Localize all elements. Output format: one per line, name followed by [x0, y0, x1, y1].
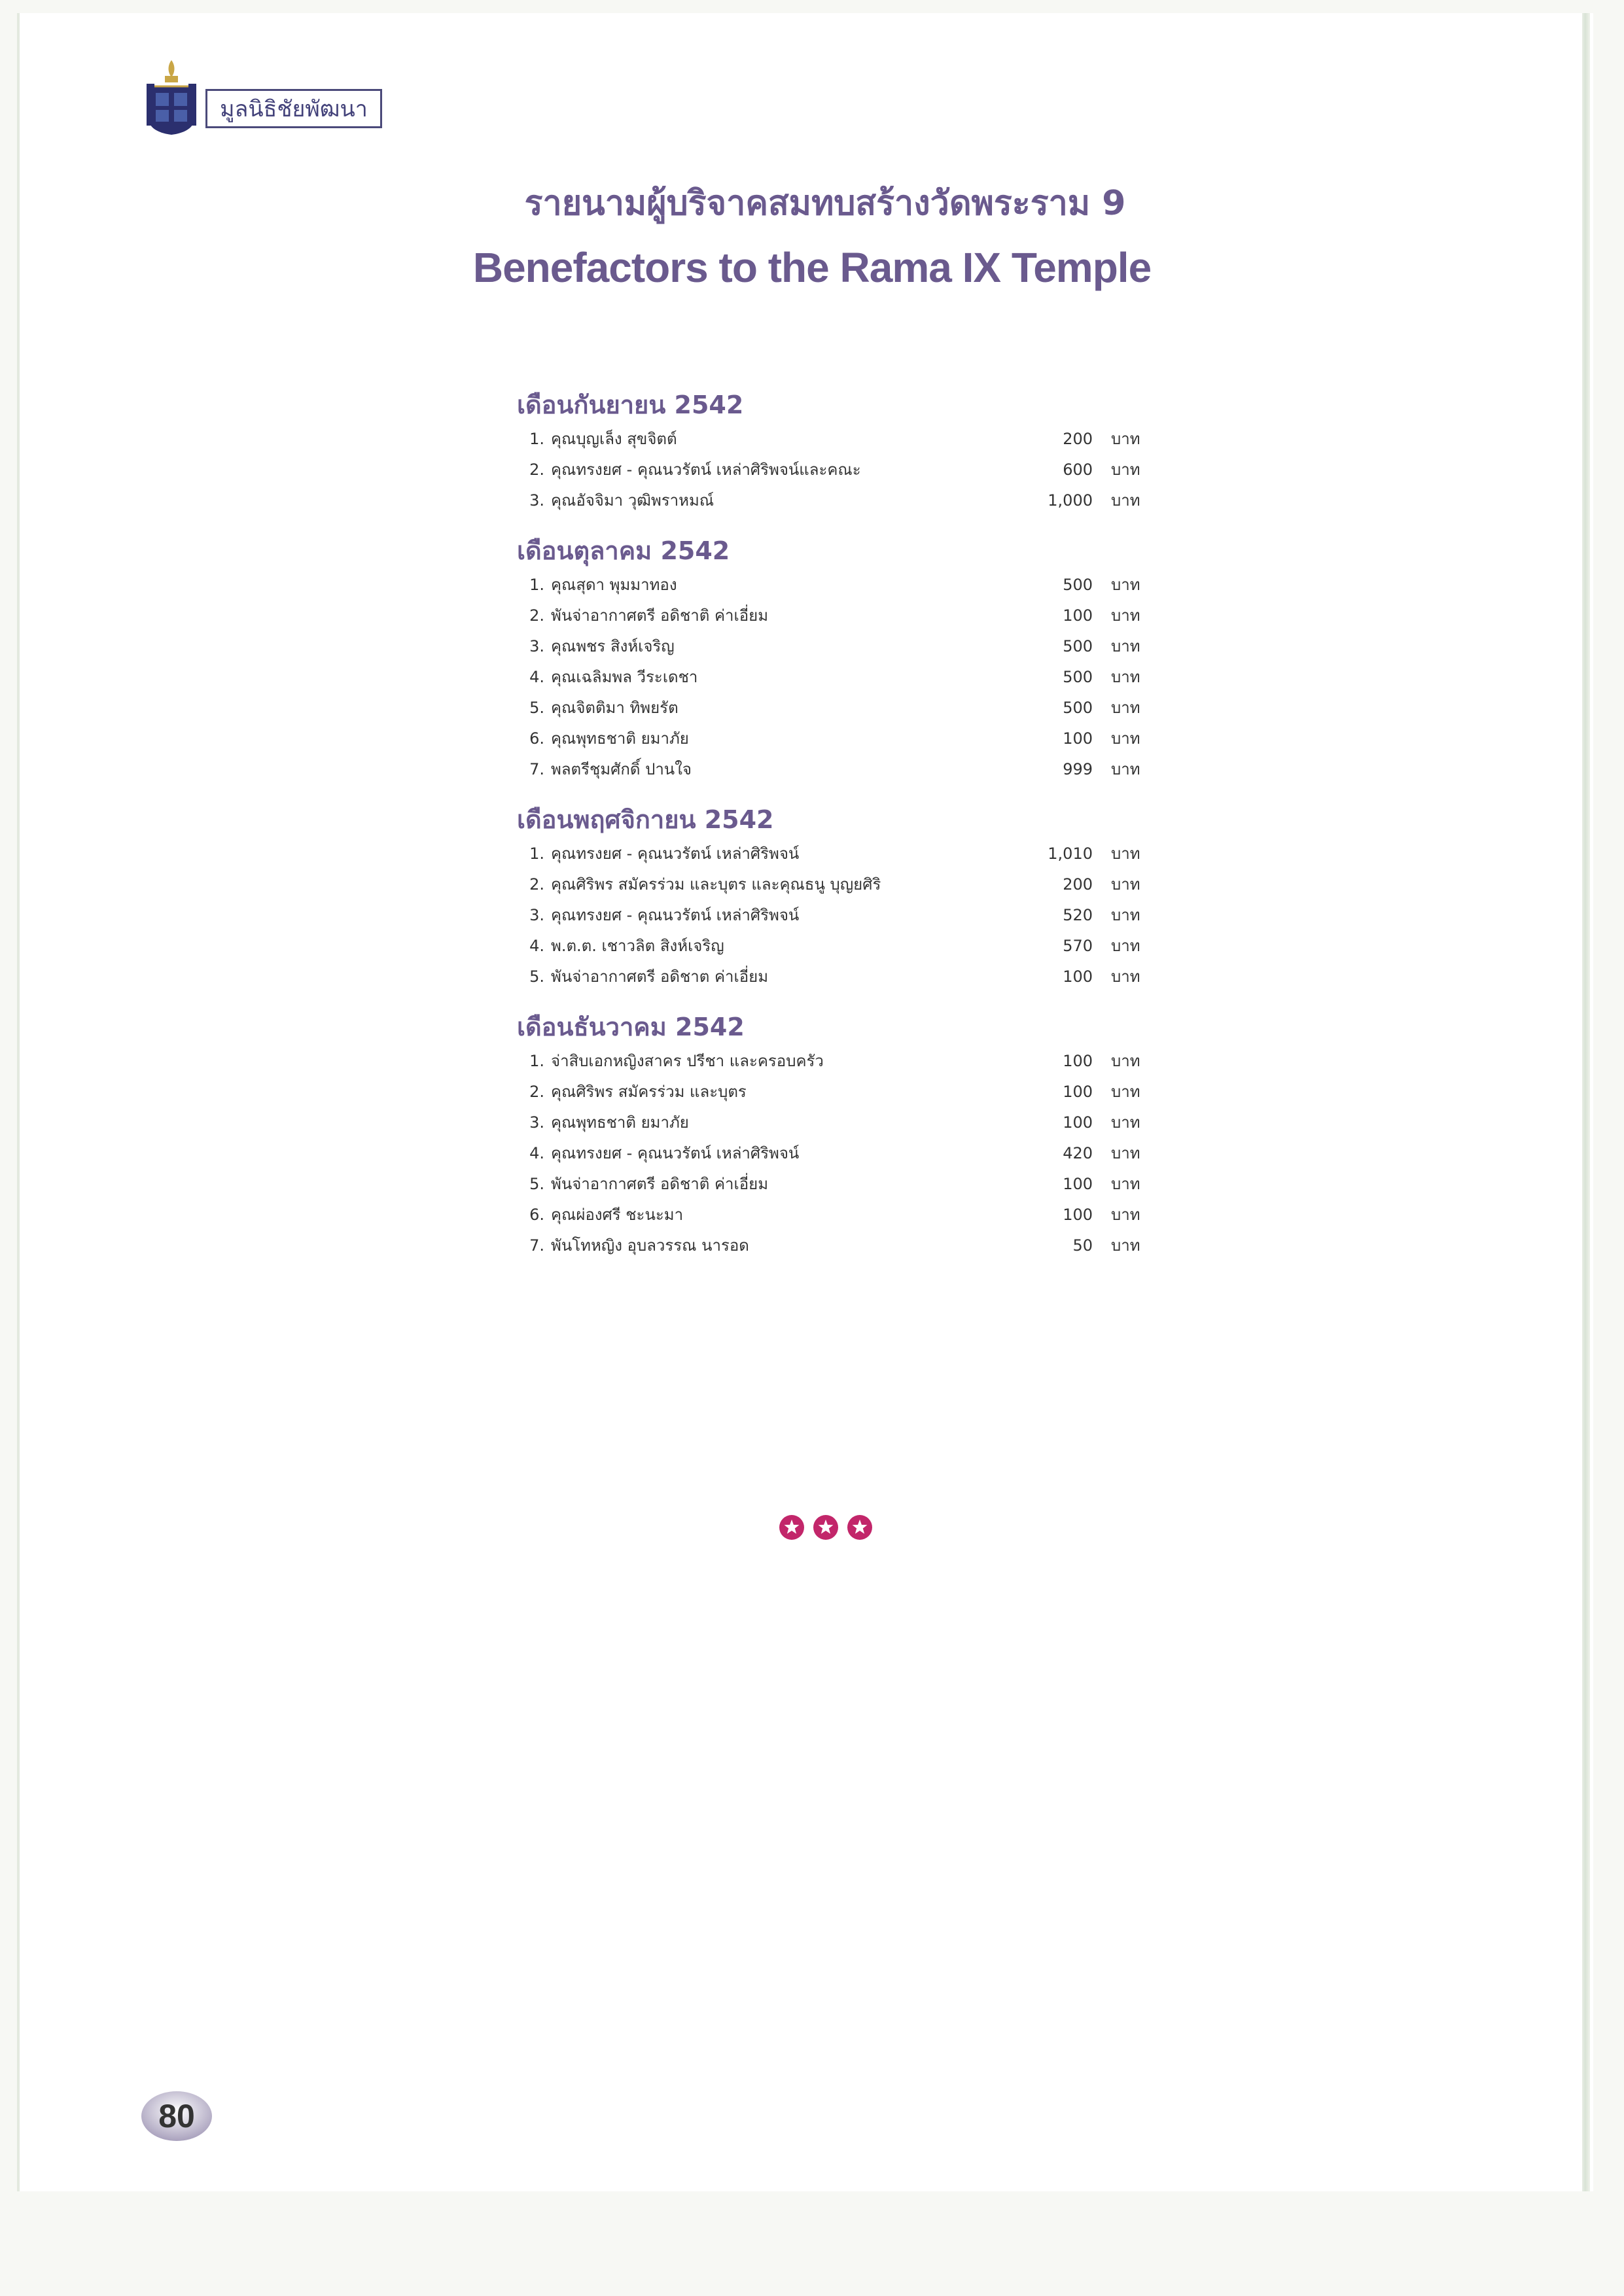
donor-number: 6. [529, 729, 544, 748]
currency-unit: บาท [1111, 1144, 1140, 1162]
donor-number: 4. [529, 668, 544, 686]
donation-amount: 1,000 [1048, 491, 1093, 510]
currency-unit: บาท [1111, 875, 1140, 894]
donor-row [517, 1200, 1171, 1230]
donor-number: 2. [529, 1083, 544, 1101]
donor-number: 1. [529, 576, 544, 594]
donor-name: คุณพชร สิงห์เจริญ [551, 637, 675, 655]
donor-row [517, 1169, 1171, 1200]
donor-number: 4. [529, 937, 544, 955]
currency-unit: บาท [1111, 1206, 1140, 1224]
currency-unit: บาท [1111, 637, 1140, 655]
donor-number: 3. [529, 491, 544, 510]
donor-name: พลตรีชุมศักดิ์ ปานใจ [551, 760, 692, 778]
currency-unit: บาท [1111, 760, 1140, 778]
donor-name: คุณทรงยศ - คุณนวรัตน์ เหล่าศิริพจน์และคณะ [551, 461, 861, 479]
donation-amount: 999 [1063, 760, 1093, 778]
currency-unit: บาท [1111, 844, 1140, 863]
donor-number: 5. [529, 699, 544, 717]
donor-name: คุณทรงยศ - คุณนวรัตน์ เหล่าศิริพจน์ [551, 844, 800, 863]
donation-amount: 100 [1063, 1206, 1093, 1224]
donor-number: 2. [529, 875, 544, 894]
month-section [517, 801, 1171, 992]
donor-name: คุณศิริพร สมัครร่วม และบุตร และคุณธนู บุญยศิริ [551, 875, 881, 894]
foundation-emblem-icon [145, 58, 198, 136]
currency-unit: บาท [1111, 906, 1140, 924]
donation-amount: 600 [1063, 461, 1093, 479]
month-heading: เดือนธันวาคม 2542 [517, 1013, 745, 1041]
currency-unit: บาท [1111, 606, 1140, 625]
page-title-english: Benefactors to the Rama IX Temple [472, 244, 1152, 291]
currency-unit: บาท [1111, 1236, 1140, 1255]
donor-row [517, 931, 1171, 962]
donor-row [517, 424, 1171, 455]
donor-row [517, 754, 1171, 785]
donor-name: คุณทรงยศ - คุณนวรัตน์ เหล่าศิริพจน์ [551, 906, 800, 924]
page-title-thai: รายนามผู้บริจาคสมทบสร้างวัดพระราม 9 [524, 184, 1126, 223]
page-number-badge [140, 2090, 213, 2142]
currency-unit: บาท [1111, 967, 1140, 986]
donation-amount: 100 [1063, 1083, 1093, 1101]
donor-row [517, 1077, 1171, 1107]
month-section [517, 386, 1171, 516]
donor-name: คุณสุดา พุมมาทอง [551, 576, 677, 594]
donor-name: พันจ่าอากาศตรี อดิชาต ค่าเอี่ยม [551, 967, 769, 986]
donor-number: 3. [529, 1113, 544, 1132]
header-logo [145, 58, 394, 136]
donation-amount: 200 [1063, 430, 1093, 448]
donor-row [517, 1046, 1171, 1077]
donation-amount: 50 [1072, 1236, 1093, 1255]
donor-number: 3. [529, 906, 544, 924]
donation-amount: 570 [1063, 937, 1093, 955]
donor-name: พันจ่าอากาศตรี อดิชาติ ค่าเอี่ยม [551, 1175, 769, 1193]
donor-name: คุณทรงยศ - คุณนวรัตน์ เหล่าศิริพจน์ [551, 1144, 800, 1162]
month-heading: เดือนพฤศจิกายน 2542 [517, 805, 774, 834]
donation-amount: 500 [1063, 699, 1093, 717]
donor-number: 2. [529, 461, 544, 479]
donor-number: 5. [529, 1175, 544, 1193]
donor-row [517, 631, 1171, 662]
donor-row [517, 570, 1171, 600]
donor-name: คุณบุญเล็ง สุขจิตต์ [551, 430, 677, 448]
page-edge-right [1582, 13, 1590, 2191]
donation-amount: 500 [1063, 576, 1093, 594]
donation-amount: 520 [1063, 906, 1093, 924]
donor-name: คุณศิริพร สมัครร่วม และบุตร [551, 1083, 747, 1101]
donor-number: 1. [529, 430, 544, 448]
donation-amount: 500 [1063, 637, 1093, 655]
currency-unit: บาท [1111, 1052, 1140, 1070]
star-ornament-icon [773, 1511, 878, 1544]
currency-unit: บาท [1111, 1175, 1140, 1193]
donor-name: คุณอัจจิมา วุฒิพราหมณ์ [551, 491, 715, 510]
donation-amount: 420 [1063, 1144, 1093, 1162]
currency-unit: บาท [1111, 576, 1140, 594]
donor-row [517, 1138, 1171, 1169]
donation-amount: 200 [1063, 875, 1093, 894]
donor-list [517, 386, 1171, 1277]
donation-amount: 1,010 [1048, 844, 1093, 863]
donation-amount: 100 [1063, 1175, 1093, 1193]
donor-row [517, 1107, 1171, 1138]
donor-name: พันจ่าอากาศตรี อดิชาติ ค่าเอี่ยม [551, 606, 769, 625]
donation-amount: 100 [1063, 1113, 1093, 1132]
currency-unit: บาท [1111, 699, 1140, 717]
donor-number: 4. [529, 1144, 544, 1162]
donor-row [517, 869, 1171, 900]
donor-number: 2. [529, 606, 544, 625]
donation-amount: 100 [1063, 606, 1093, 625]
donor-row [517, 485, 1171, 516]
donor-name: คุณจิตติมา ทิพยรัต [551, 699, 679, 717]
donor-name: คุณพุทธชาติ ยมาภัย [551, 729, 689, 748]
month-heading: เดือนตุลาคม 2542 [517, 536, 730, 565]
donor-number: 7. [529, 760, 544, 778]
currency-unit: บาท [1111, 1113, 1140, 1132]
month-section [517, 1008, 1171, 1261]
foundation-name: มูลนิธิชัยพัฒนา [205, 89, 382, 128]
currency-unit: บาท [1111, 461, 1140, 479]
donor-number: 5. [529, 967, 544, 986]
donation-amount: 100 [1063, 729, 1093, 748]
donor-row [517, 900, 1171, 931]
donor-row [517, 600, 1171, 631]
currency-unit: บาท [1111, 668, 1140, 686]
donor-row [517, 1230, 1171, 1261]
currency-unit: บาท [1111, 937, 1140, 955]
page-edge-left [17, 13, 20, 2191]
donor-row [517, 962, 1171, 992]
donor-name: คุณเฉลิมพล วีระเดชา [551, 668, 698, 686]
donor-row [517, 455, 1171, 485]
donor-row [517, 693, 1171, 723]
currency-unit: บาท [1111, 491, 1140, 510]
donor-name: คุณพุทธชาติ ยมาภัย [551, 1113, 689, 1132]
currency-unit: บาท [1111, 1083, 1140, 1101]
donation-amount: 500 [1063, 668, 1093, 686]
donation-amount: 100 [1063, 967, 1093, 986]
month-heading: เดือนกันยายน 2542 [517, 391, 744, 419]
donor-number: 1. [529, 1052, 544, 1070]
currency-unit: บาท [1111, 430, 1140, 448]
donor-number: 7. [529, 1236, 544, 1255]
donor-row [517, 723, 1171, 754]
donor-name: พ.ต.ต. เชาวลิต สิงห์เจริญ [551, 937, 724, 955]
donation-amount: 100 [1063, 1052, 1093, 1070]
donor-name: คุณผ่องศรี ชะนะมา [551, 1206, 684, 1224]
donor-row [517, 662, 1171, 693]
donor-row [517, 839, 1171, 869]
donor-number: 1. [529, 844, 544, 863]
month-section [517, 532, 1171, 785]
donor-number: 6. [529, 1206, 544, 1224]
currency-unit: บาท [1111, 729, 1140, 748]
donor-name: พันโทหญิง อุบลวรรณ นารอด [551, 1236, 749, 1255]
donor-number: 3. [529, 637, 544, 655]
donor-name: จ่าสิบเอกหญิงสาคร ปรีชา และครอบครัว [551, 1052, 824, 1070]
page-number: 80 [158, 2098, 195, 2134]
